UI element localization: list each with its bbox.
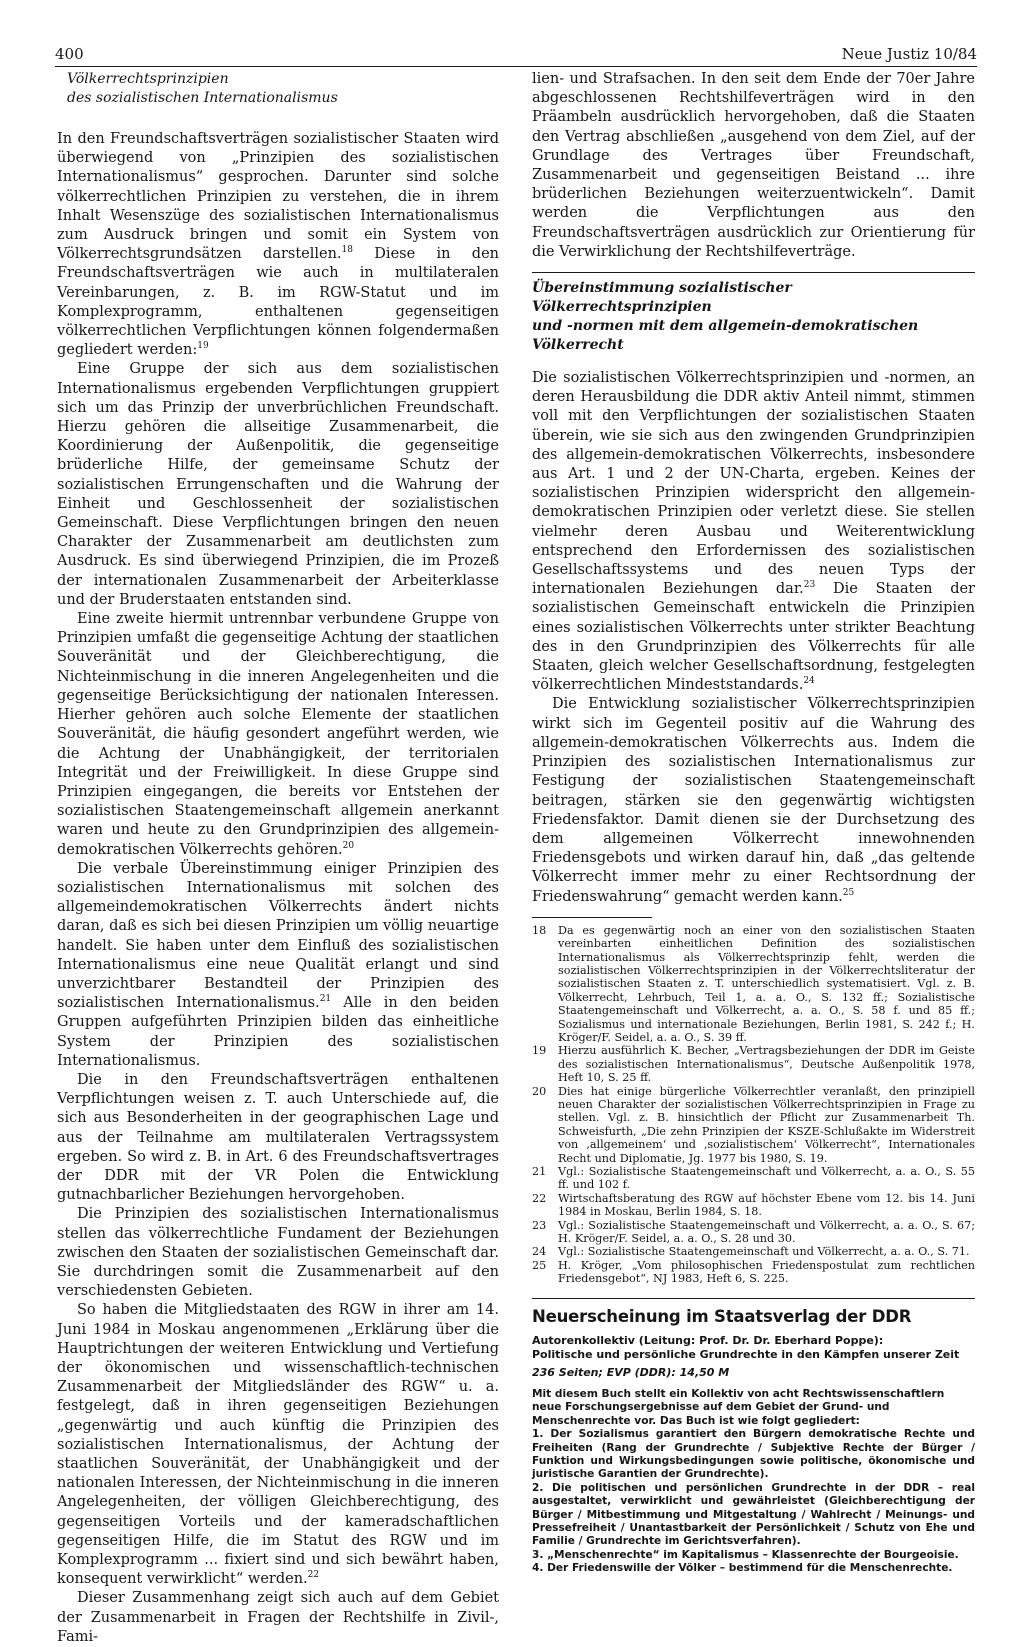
paragraph xyxy=(57,130,499,360)
paragraph-text: Die Staaten der sozialistischen Gemeinschaft entwickeln die Prinzipien eines sozialistischen Völkerrechts unter strikter Beachtung des in den Grundprinzipien des Völkerrechts für alle Staaten, gleich welcher Gesellschaftsordnung, festgelegten völkerrechtlichen Mindeststandards. xyxy=(532,581,975,694)
book-description: Mit diesem Buch stellt ein Kollektiv von acht Rechtswissenschaftlern neue Forschungsergebnisse auf dem Gebiet der Grund- und Menschenrechte vor. Das Buch ist wie folgt gegliedert: xyxy=(532,1387,945,1427)
paragraph xyxy=(57,1301,499,1589)
footnote-number: 19 xyxy=(532,1044,547,1058)
footnote xyxy=(532,1165,975,1192)
footnote-number: 22 xyxy=(532,1191,547,1205)
book-contents-item: 3. „Menschenrechte“ im Kapitalismus – Klassenrechte der Bourgeoisie. xyxy=(532,1548,959,1561)
footnote-text: H. Kröger, „Vom philosophischen Friedenspostulat zum rechtlichen Friedensgebot“, NJ 1983, Heft 6, S. 225. xyxy=(558,1258,975,1286)
footnote-divider xyxy=(532,917,652,918)
right-column xyxy=(532,70,975,1576)
paragraph-text: Eine zweite hiermit untrennbar verbundene Gruppe von Prinzipien umfaßt die gegenseitige Achtung der staatlichen Souveränität und der Gleichberechtigung, die Nichteinmischung in die inneren Angelegenheiten und die gegenseitige Berücksichtigung der nationalen Interessen. Hierher gehören auch solche Elemente der staatlichen Souveränität, die häufig gesondert angeführt werden, wie die Achtung der Unabhängigkeit, der territorialen Integrität und der Freiwilligkeit. In diese Gruppe sind Prinzipien eingegangen, die bereits vor Entstehen der sozialistischen Staatengemeinschaft allgemein anerkannt waren und heute zu den Grundprinzipien des allgemein-demokratischen Völkerrechts gehören. xyxy=(57,611,499,858)
footnote xyxy=(532,1245,975,1258)
book-contents-item: 1. Der Sozialismus garantiert den Bürgern demokratische Rechte und Freiheiten (Rang der Grundrechte / Subjektive Rechte der Bürger / Funktion und Wirkungsbedingungen sowie politische, ökonomische und juristische Garantien der Grundrechte). xyxy=(532,1428,975,1481)
paragraph: Dieser Zusammenhang zeigt sich auch auf dem Gebiet der Zusammenarbeit in Fragen der Rechtshilfe in Zivil-, Fami- xyxy=(57,1590,499,1645)
footnote-number: 23 xyxy=(532,1218,547,1232)
journal-issue: Neue Justiz 10/84 xyxy=(841,45,977,63)
section-heading-line: Übereinstimmung sozialistischer Völkerrechtsprinzipien xyxy=(532,280,792,316)
book-contents-item: 2. Die politischen und persönlichen Grundrechte in der DDR – real ausgestaltet, verwirklicht und gewährleistet (Gleichberechtigung der Bürger / Mitbestimmung und Mitgestaltung / Wahlrecht / Meinungs- und Pressefreiheit / Unantastbarkeit der Persönlichkeit / Schutz von Ehe und Familie / Grundrechte im Gerichtsverfahren). xyxy=(532,1481,975,1548)
footnote-number: 25 xyxy=(532,1258,547,1272)
footnote-number: 20 xyxy=(532,1084,547,1098)
footnote-ref[interactable]: 21 xyxy=(319,994,332,1005)
footnote-ref[interactable]: 24 xyxy=(803,676,815,687)
footnote-text: Vgl.: Sozialistische Staatengemeinschaft und Völkerrecht, a. a. O., S. 55 ff. und 102 f. xyxy=(558,1165,975,1192)
paragraph-text: So haben die Mitgliedstaaten des RGW in ihrer am 14. Juni 1984 in Moskau angenommenen „Erklärung über die Hauptrichtungen der weiteren Entwicklung und Vertiefung der ökonomischen und wissenschaftlich-technischen Zusammenarbeit der Mitgliedsländer des RGW“ u. a. festgelegt, daß in ihren gegenseitigen Beziehungen „gegenwärtig und auch künftig die Prinzipien des sozialistischen Internationalismus, der Achtung der staatlichen Souveränität, der Unabhängigkeit und der nationalen Interessen, der Nichteinmischung in die inneren Angelegenheiten, der völligen Gleichberechtigung, des gegenseitigen Vorteils und der kameradschaftlichen gegenseitigen Hilfe, die im Statut des RGW und im Komplexprogramm ... fixiert sind und sich bewährt haben, konsequent verwirklicht“ werden. xyxy=(57,1302,499,1588)
book-title: Politische und persönliche Grundrechte in den Kämpfen unserer Zeit xyxy=(532,1347,960,1361)
paragraph-text: In den Freundschaftsverträgen sozialistischer Staaten wird überwiegend von „Prinzipien des sozialistischen Internationalismus“ gesprochen. Darunter sind solche völkerrechtlichen Prinzipien zu verstehen, die in ihrem Inhalt Wesenszüge des sozialistischen Internationalismus zum Ausdruck bringen und somit ein System von Völkerrechtsgrundsätzen darstellen. xyxy=(57,131,499,263)
footnote-text: Hierzu ausführlich K. Becher, „Vertragsbeziehungen der DDR im Geiste des sozialistischen Internationalismus“, Deutsche Außenpolitik 1978, Heft 10, S. 25 ff. xyxy=(558,1044,975,1085)
section-heading xyxy=(67,70,499,108)
book-contents-item: 4. Der Friedenswille der Völker – bestimmend für die Menschenrechte. xyxy=(532,1562,953,1575)
book-notice xyxy=(532,1298,975,1576)
footnote-number: 21 xyxy=(532,1165,547,1179)
footnote-ref[interactable]: 23 xyxy=(803,580,816,591)
section-heading-line: und -normen mit dem allgemein-demokratischen Völkerrecht xyxy=(532,318,919,354)
footnote-ref[interactable]: 19 xyxy=(197,341,209,352)
page-number: 400 xyxy=(55,45,84,63)
footnote-number: 18 xyxy=(532,923,547,937)
paragraph-text: Alle in den beiden Gruppen aufgeführten Prinzipien bilden das einheitliche System der Prinzipien des sozialistischen Internationalismus. xyxy=(57,995,499,1069)
footnote-text: Wirtschaftsberatung des RGW auf höchster Ebene vom 12. bis 14. Juni 1984 in Moskau, Berlin 1984, S. 18. xyxy=(558,1191,975,1219)
left-column xyxy=(57,70,499,1647)
footnotes xyxy=(532,924,975,1286)
footnote-text: Da es gegenwärtig noch an einer von den sozialistischen Staaten vereinbarten einheitlichen Definition des sozialistischen Internationalismus als Völkerrechtsprinzip fehlt, werden die sozialistischen Völkerrechtsprinzipien in der Völkerrechtsliteratur der sozialistischen Staaten z. T. unterschiedlich systematisiert. Vgl. z. B. Völkerrecht, Lehrbuch, Teil 1, a. a. O., S. 132 ff.; Sozialistische Staatengemeinschaft und Völkerrecht, a. a. O., S. 58 f. und 85 ff.; Sozialismus und internationale Beziehungen, Berlin 1981, S. 242 f.; H. Kröger/F. Seidel, a. a. O., S. 39 ff. xyxy=(558,923,975,1044)
paragraph: Eine Gruppe der sich aus dem sozialistischen Internationalismus ergebenden Verpflichtungen gruppiert sich um das Prinzip der unverbrüchlichen Freundschaft. Hierzu gehören die allseitige Zusammenarbeit, die Koordinierung der Außenpolitik, die gegenseitige brüderliche Hilfe, der gemeinsame Schutz der sozialistischen Errungenschaften und die Wahrung der Einheit und Geschlossenheit der sozialistischen Gemeinschaft. Diese Verpflichtungen bringen den neuen Charakter der Zusammenarbeit am deutlichsten zum Ausdruck. Es sind überwiegend Prinzipien, die im Prozeß der internationalen Zusammenarbeit der Arbeiterklasse und der Bruderstaaten entstanden sind. xyxy=(57,361,499,608)
section-heading xyxy=(532,272,975,355)
footnote xyxy=(532,924,975,1045)
footnote xyxy=(532,1259,975,1286)
book-authors: Autorenkollektiv (Leitung: Prof. Dr. Dr. Eberhard Poppe): xyxy=(532,1333,884,1347)
paragraph xyxy=(532,695,975,906)
paragraph xyxy=(532,369,975,695)
paragraph xyxy=(57,610,499,860)
paragraph-text: Die verbale Übereinstimmung einiger Prinzipien des sozialistischen Internationalismus mit solchen des allgemeindemokratischen Völkerrechts ändert nichts daran, daß es sich bei diesen Prinzipien um völlig neuartige handelt. Sie haben unter dem Einfluß des sozialistischen Internationalismus eine neue Qualität erlangt und sind unverzichtbarer Bestandteil der Prinzipien des sozialistischen Internationalismus. xyxy=(57,860,499,1012)
paragraph: Die in den Freundschaftsverträgen enthaltenen Verpflichtungen weisen z. T. auch Unterschiede auf, die sich aus Besonderheiten in der geographischen Lage und aus der Teilnahme am multilateralen Vertragssystem ergeben. So wird z. B. in Art. 6 des Freundschaftsvertrages der DDR mit der VR Polen die Entwicklung gutnachbarlicher Beziehungen hervorgehoben. xyxy=(57,1071,499,1204)
section-heading-line: Völkerrechtsprinzipien xyxy=(67,71,229,87)
paragraph-text: Die Entwicklung sozialistischer Völkerrechtsprinzipien wirkt sich im Gegenteil positiv auf die Wahrung des allgemein-demokratischen Völkerrechts aus. Indem die Prinzipien des sozialistischen Internationalismus zur Festigung der sozialistischen Staatengemeinschaft beitragen, stärken sie den gegenwärtig wichtigsten Friedensfaktor. Damit dienen sie der Durchsetzung des dem allgemeinen Völkerrecht innewohnenden Friedensgebots und wirken darauf hin, daß „das geltende Völkerrecht immer mehr zu einer Rechtsordnung der Friedenswahrung“ gemacht werden kann. xyxy=(532,696,975,905)
footnote-ref[interactable]: 25 xyxy=(842,887,855,898)
book-meta: 236 Seiten; EVP (DDR): 14,50 M xyxy=(532,1365,730,1379)
footnote-text: Vgl.: Sozialistische Staatengemeinschaft und Völkerrecht, a. a. O., S. 71. xyxy=(558,1245,970,1259)
footnote-text: Vgl.: Sozialistische Staatengemeinschaft und Völkerrecht, a. a. O., S. 67; H. Kröger/F. Seidel, a. a. O., S. 28 und 30. xyxy=(558,1218,975,1246)
paragraph-continuation: lien- und Strafsachen. In den seit dem Ende der 70er Jahre abgeschlossenen Rechtshilfeverträgen wird in den Präambeln ausdrücklich hervorgehoben, daß die Staaten den Vertrag abschließen „ausgehend von dem Ziel, auf der Grundlage des Vertrages über Freundschaft, Zusammenarbeit und gegenseitigen Beistand ... ihre brüderlichen Beziehungen weiterzuentwickeln“. Damit werden die Verpflichtungen aus den Freundschaftsverträgen ausdrücklich zur Orientierung für die Verwirklichung der Rechtshilfeverträge. xyxy=(532,71,975,260)
page-header xyxy=(55,42,977,67)
section-heading-line: des sozialistischen Internationalismus xyxy=(67,90,338,106)
paragraph-text: Die sozialistischen Völkerrechtsprinzipien und -normen, an deren Herausbildung die DDR aktiv Anteil nimmt, stimmen voll mit den Verpflichtungen der sozialistischen Staaten überein, wie sie sich aus den zwingenden Grundprinzipien des allgemein-demokratischen Völkerrechts, insbesondere aus Art. 1 und 2 der UN-Charta, ergeben. Keines der sozialistischen Prinzipien widerspricht den allgemein-demokratischen Prinzipien oder verletzt diese. Sie stellen vielmehr deren Ausbau und Weiterentwicklung entsprechend den Erfordernissen des sozialistischen Gesellschaftssystems und des neuen Typs der internationalen Beziehungen dar. xyxy=(532,370,975,598)
footnote-ref[interactable]: 18 xyxy=(341,245,353,256)
footnote xyxy=(532,1219,975,1246)
paragraph xyxy=(57,860,499,1071)
paragraph-text: Diese in den Freundschaftsverträgen wie auch in multilateralen Vereinbarungen, z. B. im RGW-Statut und im Komplexprogramm, enthaltenen gegenseitigen völkerrechtlichen Verpflichtungen können folgendermaßen gegliedert werden: xyxy=(57,246,500,359)
footnote-ref[interactable]: 20 xyxy=(342,840,355,851)
footnote-text: Dies hat einige bürgerliche Völkerrechtler veranlaßt, den prinzipiell neuen Charakter der sozialistischen Völkerrechtsprinzipien in Frage zu stellen. Vgl. z. B. hinsichtlich der Pflicht zur Zusammenarbeit Th. Schweisfurth, „Die zehn Prinzipien der KSZE-Schlußakte im Widerstreit von ‚allgemeinem‘ und ‚sozialistischem‘ Völkerrecht“, Internationales Recht und Diplomatie, Jg. 1977 bis 1980, S. 19. xyxy=(558,1084,975,1165)
footnote xyxy=(532,1192,975,1219)
footnote-number: 24 xyxy=(532,1245,547,1259)
footnote xyxy=(532,1044,975,1084)
book-notice-heading: Neuerscheinung im Staatsverlag der DDR xyxy=(532,1306,912,1326)
paragraph: Die Prinzipien des sozialistischen Internationalismus stellen das völkerrechtliche Fundament der Beziehungen zwischen den Staaten der sozialistischen Gemeinschaft dar. Sie durchdringen somit die Zusammenarbeit auf den verschiedensten Gebieten. xyxy=(57,1206,499,1300)
footnote xyxy=(532,1085,975,1165)
footnote-ref[interactable]: 22 xyxy=(307,1570,320,1581)
